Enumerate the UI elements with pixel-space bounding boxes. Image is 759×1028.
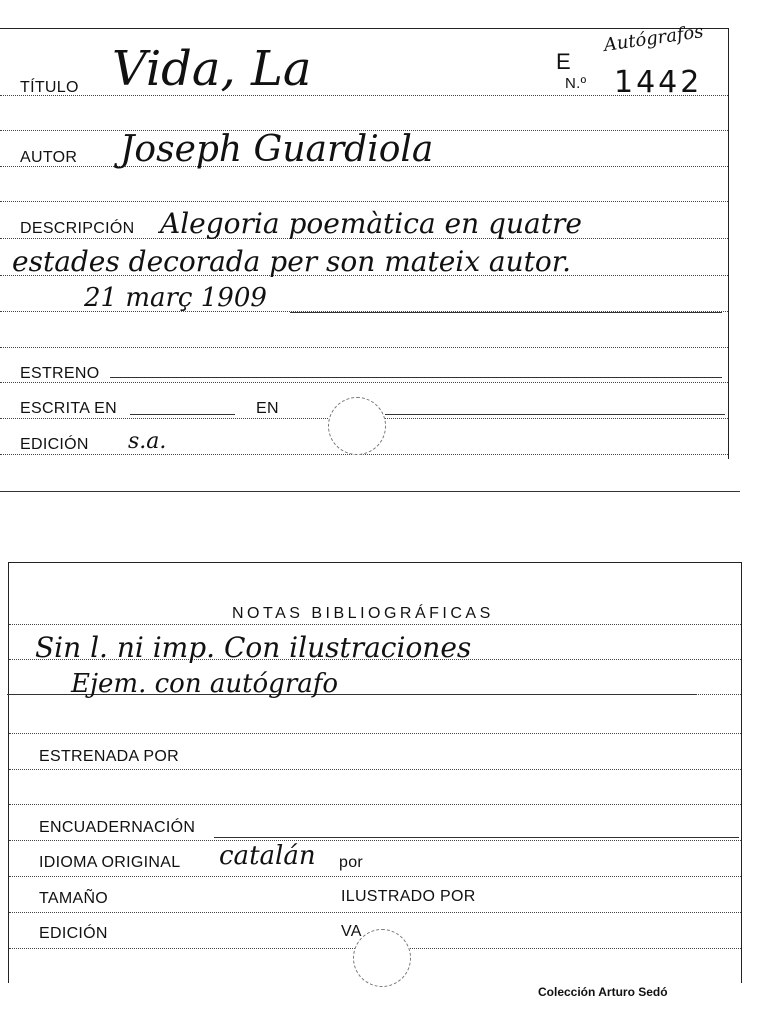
estrenada-por-label: ESTRENADA POR (39, 748, 179, 765)
descripcion-line3: 21 març 1909 (84, 283, 267, 313)
punch-hole (353, 929, 411, 987)
descripcion-line1: Alegoria poemàtica en quatre (160, 207, 582, 240)
descr-underline (290, 312, 722, 313)
encuadernacion-label: ENCUADERNACIÓN (39, 819, 196, 836)
collection-credit: Colección Arturo Sedó (538, 985, 668, 999)
ilustrado-por-label: ILUSTRADO POR (341, 888, 476, 905)
rule (9, 876, 741, 877)
titulo-value: Vida, La (112, 41, 312, 97)
shelf-letter: E (556, 49, 571, 74)
card-bottom-edge (0, 491, 740, 492)
descripcion-line2: estades decorada per son mateix autor. (12, 245, 571, 278)
autor-label: AUTOR (20, 149, 78, 166)
autor-value: Joseph Guardiola (120, 129, 434, 170)
punch-hole (328, 397, 386, 455)
valor-label: VA (341, 923, 362, 940)
titulo-label: TÍTULO (20, 79, 79, 96)
notes-line1: Sin l. ni imp. Con ilustraciones (35, 631, 472, 664)
rule (9, 840, 741, 841)
rule (9, 912, 741, 913)
descripcion-label: DESCRIPCIÓN (20, 220, 135, 237)
catalog-card-back (8, 562, 742, 983)
catalog-number: 1442 (614, 65, 703, 100)
rule (9, 624, 741, 625)
rule (9, 769, 741, 770)
estreno-label: ESTRENO (20, 365, 100, 382)
edicion-label: EDICIÓN (20, 436, 89, 453)
idioma-original-value: catalán (219, 841, 316, 871)
encuadernacion-underline (214, 837, 739, 838)
tamano-label: TAMAÑO (39, 890, 109, 907)
rule (9, 733, 741, 734)
edicion-label-back: EDICIÓN (39, 925, 108, 942)
rule (0, 382, 728, 383)
catalog-card-front (0, 21, 729, 459)
notes-line2: Ejem. con autógrafo (71, 669, 339, 699)
rule (0, 201, 728, 202)
idioma-original-label: IDIOMA ORIGINAL (39, 854, 181, 871)
rule (0, 347, 728, 348)
escrita-underline (130, 414, 235, 415)
rule (9, 804, 741, 805)
estreno-underline (110, 377, 722, 378)
number-label: N.º (565, 75, 587, 92)
autografos-note: Autógrafos (602, 21, 705, 56)
edicion-value: s.a. (128, 429, 167, 454)
notas-title: NOTAS BIBLIOGRÁFICAS (232, 605, 494, 622)
por-label: por (339, 854, 364, 871)
en-label: EN (256, 400, 279, 417)
escrita-en-label: ESCRITA EN (20, 400, 117, 417)
en-underline (385, 414, 725, 415)
